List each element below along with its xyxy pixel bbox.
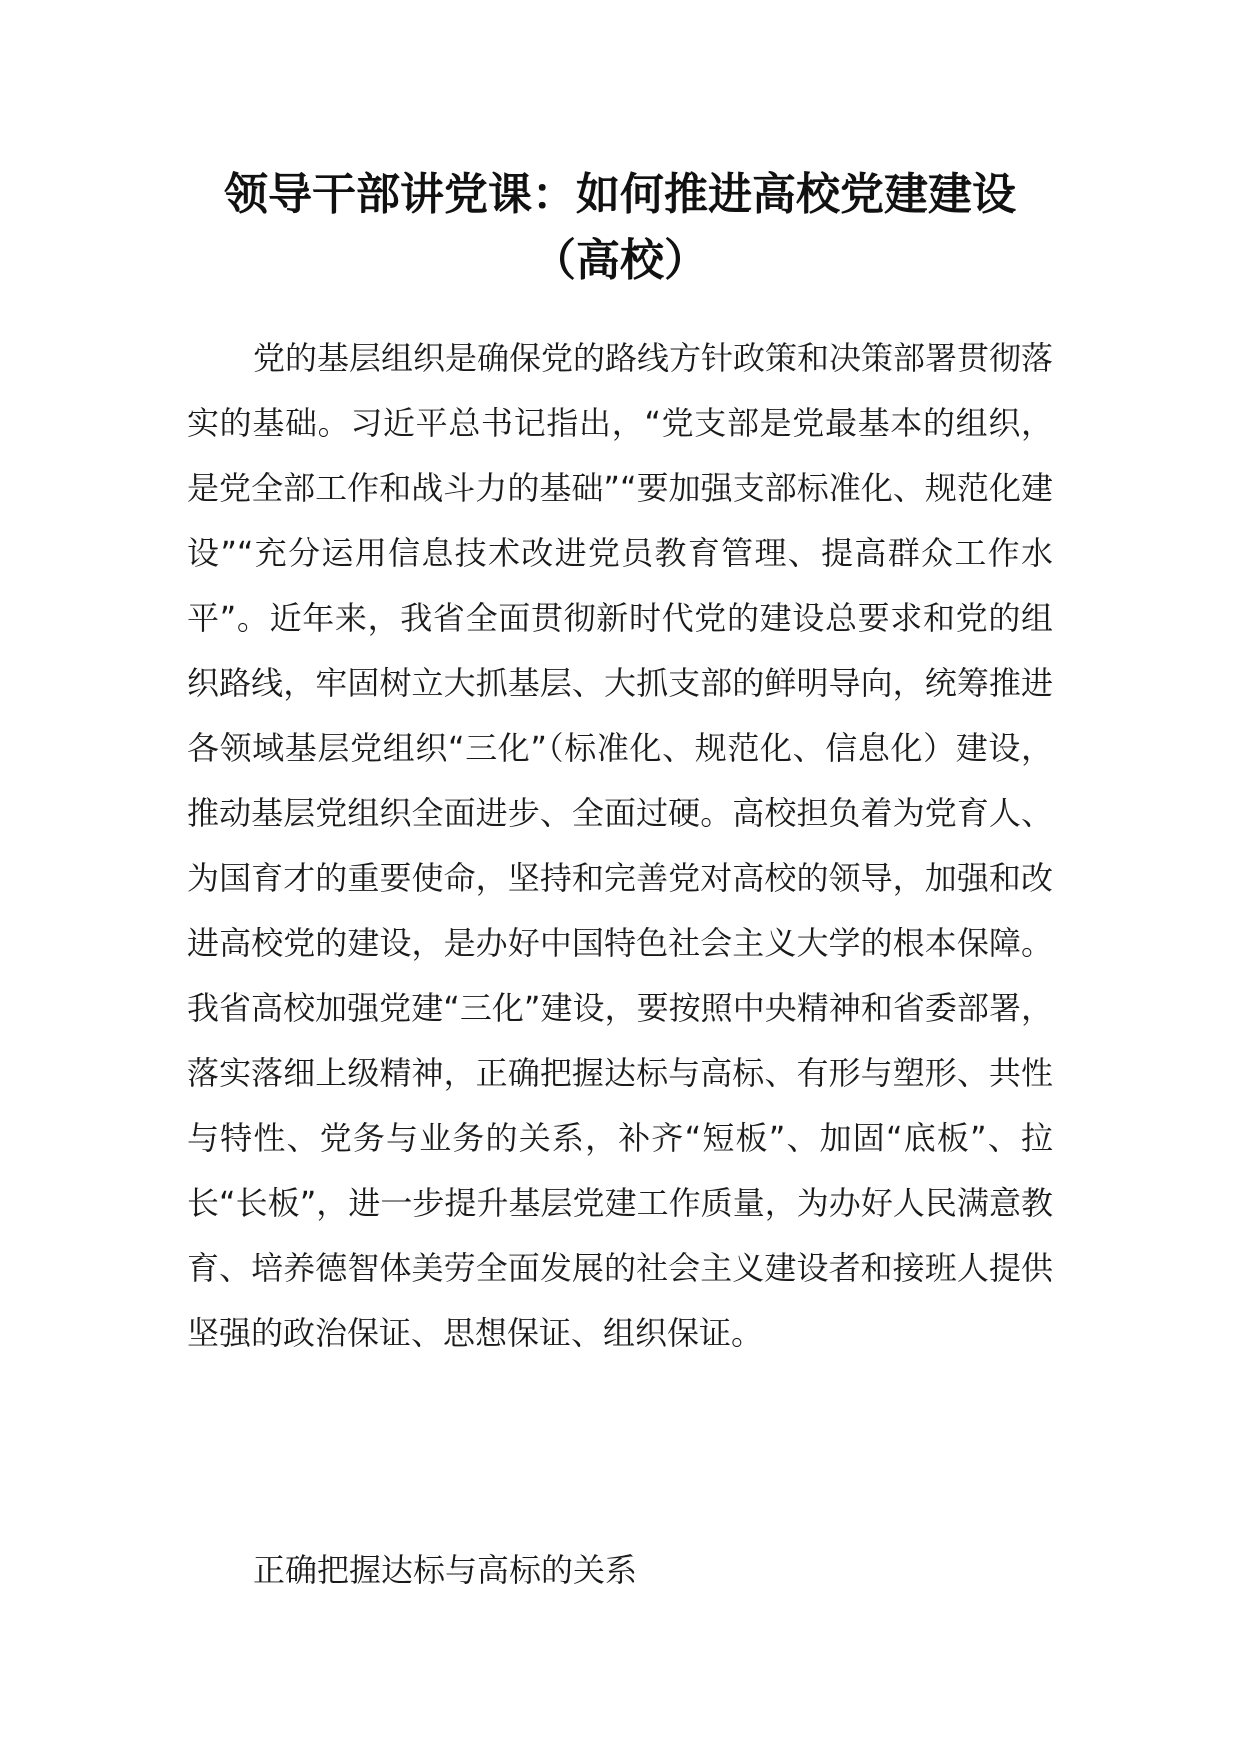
section-heading: 正确把握达标与高标的关系 xyxy=(253,1551,638,1589)
title-line-2: （高校） xyxy=(532,235,708,286)
page-title xyxy=(150,162,1090,294)
title-line-1: 领导干部讲党课：如何推进高校党建建设 xyxy=(224,169,1016,220)
intro-paragraph: 党的基层组织是确保党的路线方针政策和决策部署贯彻落实的基础。习近平总书记指出，“党支部是党最基本的组织，是党全部工作和战斗力的基础”“要加强支部标准化、规范化建设”“充分运用信息技术改进党员教育管理、提高群众工作水平”。近年来，我省全面贯彻新时代党的建设总要求和党的组织路线，牢固树立大抓基层、大抓支部的鲜明导向，统筹推进各领域基层党组织“三化”（标准化、规范化、信息化）建设，推动基层党组织全面进步、全面过硬。高校担负着为党育人、为国育才的重要使命，坚持和完善党对高校的领导，加强和改进高校党的建设，是办好中国特色社会主义大学的根本保障。我省高校加强党建“三化”建设，要按照中央精神和省委部署，落实落细上级精神，正确把握达标与高标、有形与塑形、共性与特性、党务与业务的关系，补齐“短板”、加固“底板”、拉长“长板”，进一步提升基层党建工作质量，为办好人民满意教育、培养德智体美劳全面发展的社会主义建设者和接班人提供坚强的政治保证、思想保证、组织保证。 xyxy=(187,339,1054,1352)
